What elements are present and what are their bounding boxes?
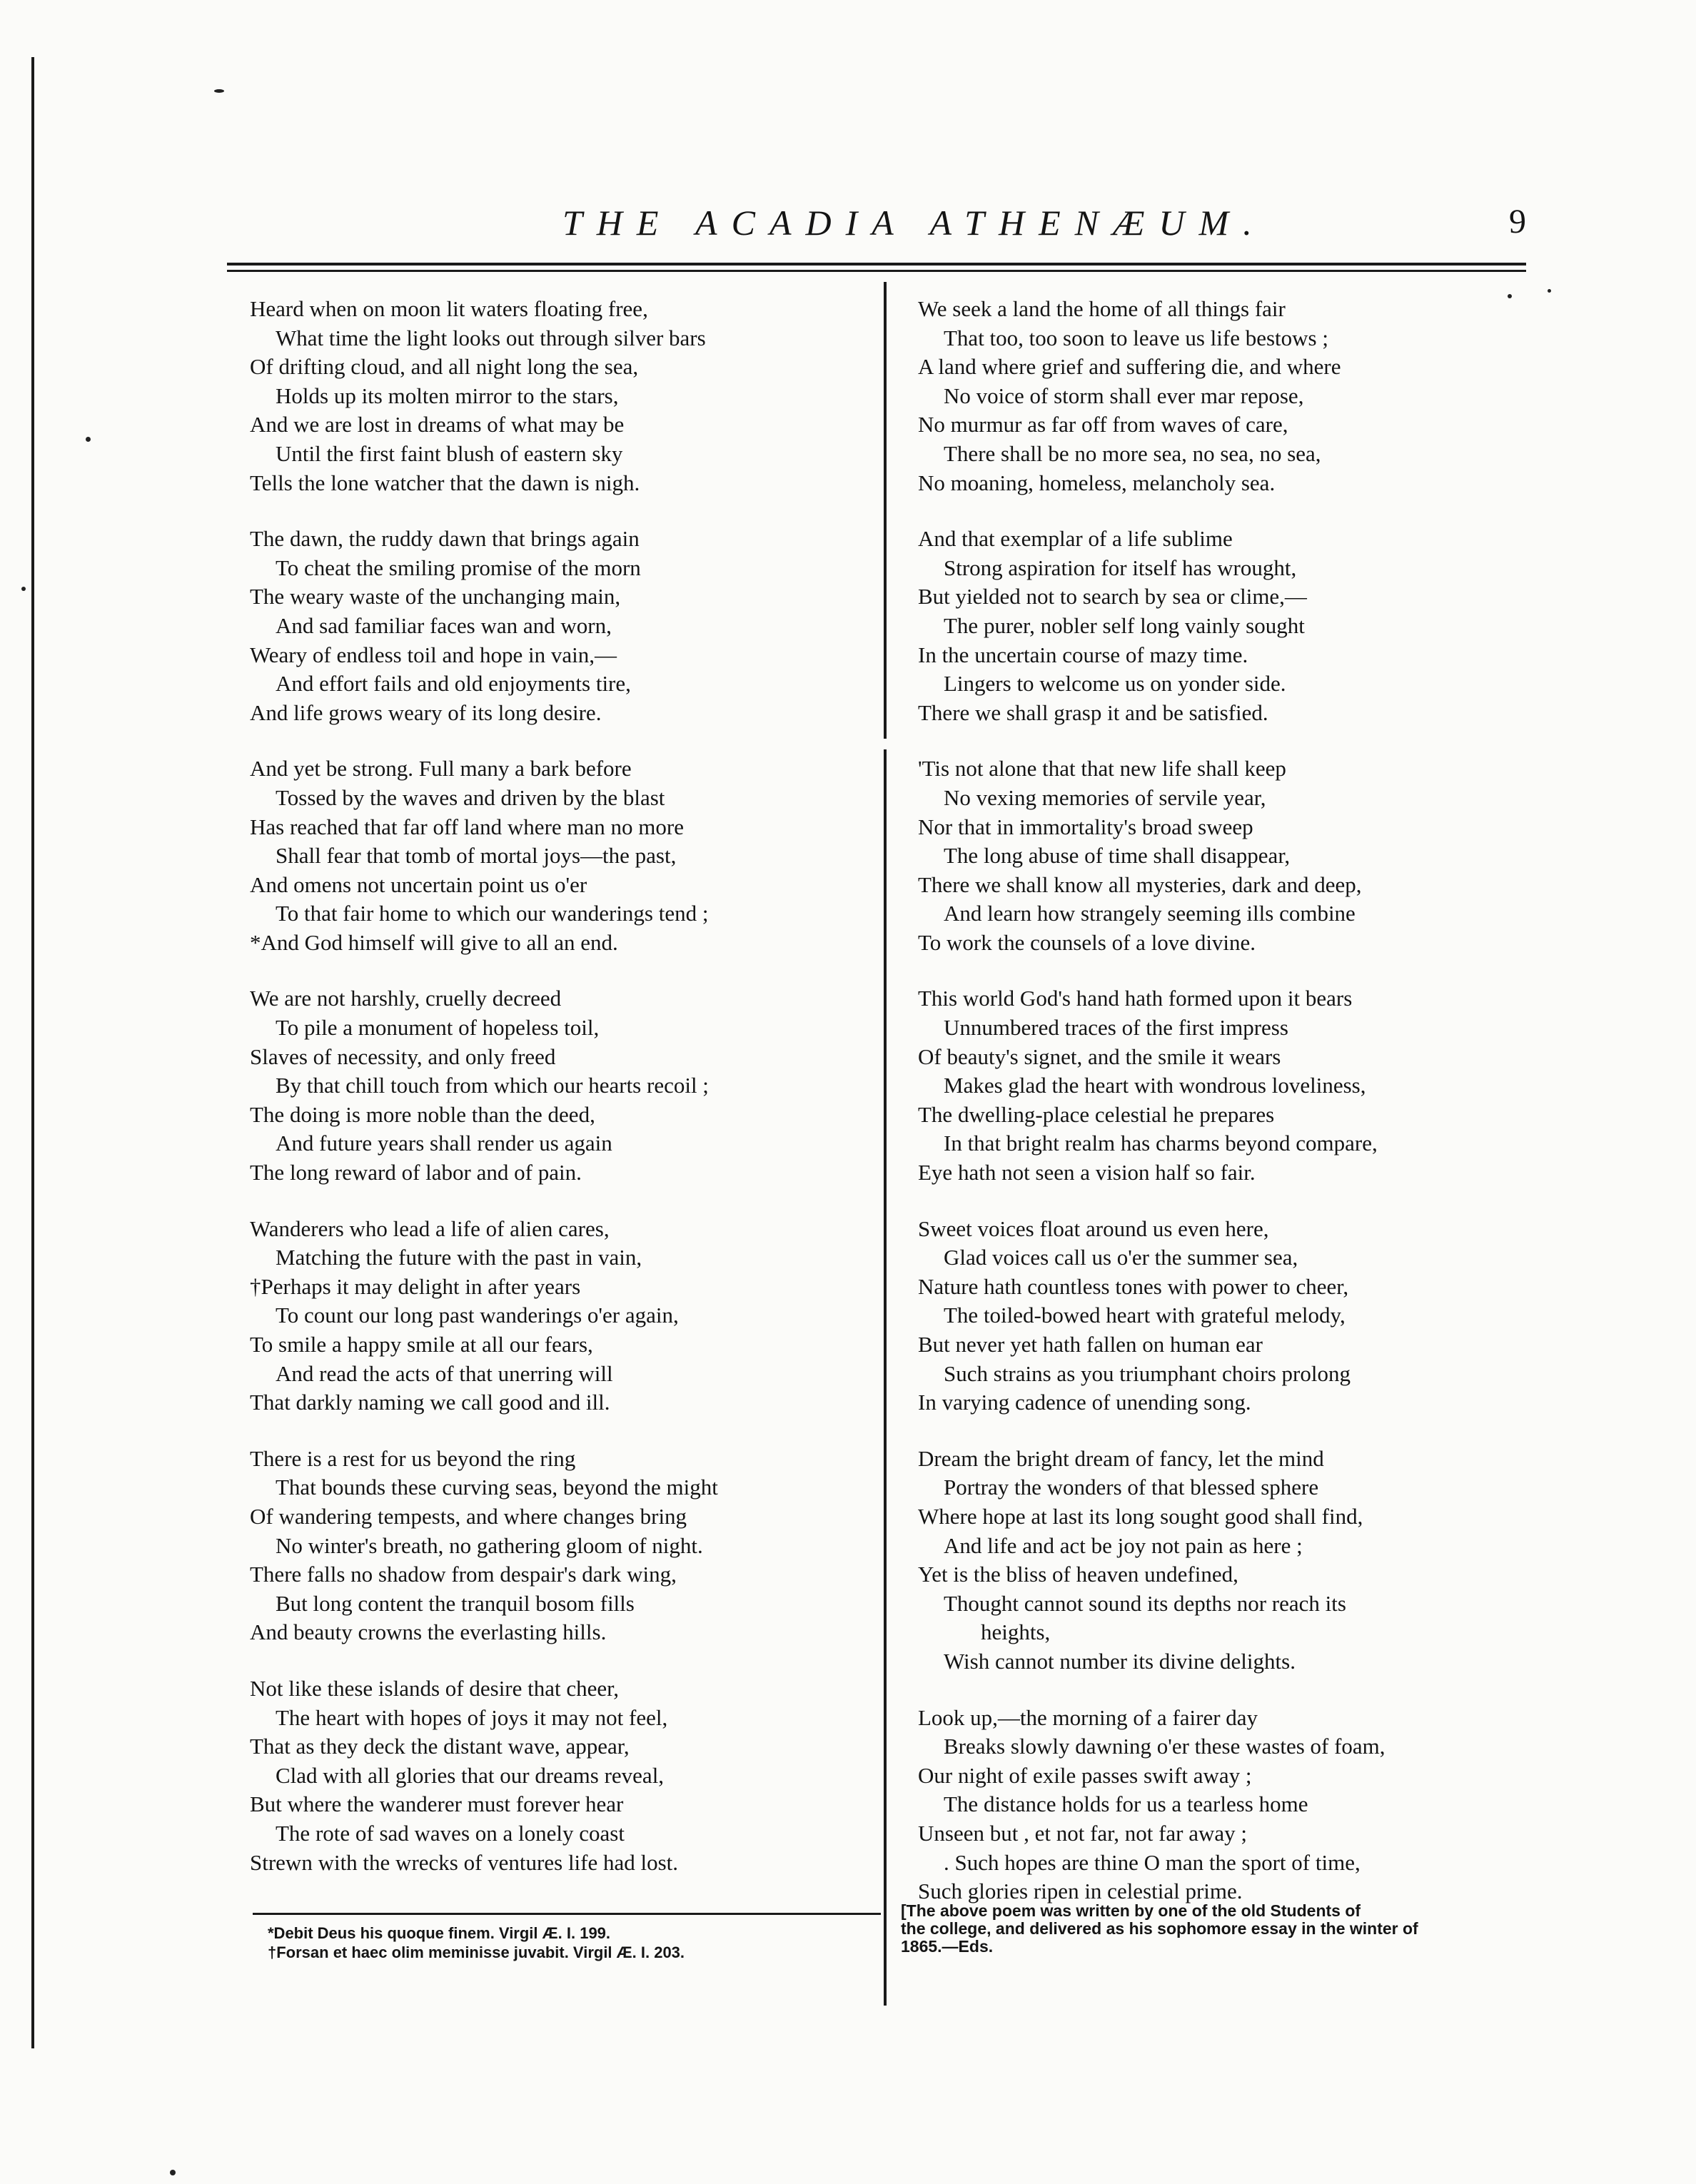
poem-line: There falls no shadow from despair's dark wing, xyxy=(250,1562,677,1587)
poem-line: And omens not uncertain point us o'er xyxy=(250,871,587,897)
poem-line: No vexing memories of servile year, xyxy=(944,784,1266,810)
stanza xyxy=(250,295,878,497)
poem-line: Unseen but , et not far, not far away ; xyxy=(918,1820,1248,1846)
poem-line: The long abuse of time shall disappear, xyxy=(944,843,1291,869)
poem-line: But long content the tranquil bosom fills xyxy=(276,1590,635,1616)
poem-line: And beauty crowns the everlasting hills. xyxy=(250,1619,607,1645)
stanza xyxy=(918,984,1553,1187)
poem-line: Of drifting cloud, and all night long the sea, xyxy=(250,354,639,380)
poem-line: The dawn, the ruddy dawn that brings again xyxy=(250,526,640,552)
poem-line: That bounds these curving seas, beyond the might xyxy=(276,1475,718,1500)
poem-right-column xyxy=(918,295,1553,1933)
editor-note xyxy=(901,1902,1550,1956)
poem-line: Yet is the bliss of heaven undefined, xyxy=(918,1562,1238,1587)
poem-line: The rote of sad waves on a lonely coast xyxy=(276,1820,625,1846)
header-rule-thin xyxy=(227,270,1526,272)
poem-line: In varying cadence of unending song. xyxy=(918,1390,1251,1415)
poem-line: Nor that in immortality's broad sweep xyxy=(918,814,1253,839)
page-header xyxy=(227,196,1526,253)
poem-line: The weary waste of the unchanging main, xyxy=(250,584,621,610)
poem-line: Weary of endless toil and hope in vain,— xyxy=(250,642,617,667)
print-speck xyxy=(170,2170,176,2175)
poem-line: And life grows weary of its long desire. xyxy=(250,699,602,725)
poem-line: Holds up its molten mirror to the stars, xyxy=(276,383,619,408)
poem-line: 'Tis not alone that that new life shall keep xyxy=(918,756,1286,782)
poem-line: Look up,—the morning of a fairer day xyxy=(918,1704,1258,1730)
poem-line: There we shall know all mysteries, dark and deep, xyxy=(918,871,1362,897)
poem-line: But where the wanderer must forever hear xyxy=(250,1791,624,1817)
footnote: *Debit Deus his quoque finem. Virgil Æ. I. 199. xyxy=(268,1924,611,1942)
stanza xyxy=(918,754,1553,957)
poem-line: We seek a land the home of all things fair xyxy=(918,296,1286,321)
poem-line: Strong aspiration for itself has wrought, xyxy=(944,555,1297,580)
poem-line: Breaks slowly dawning o'er these wastes of foam, xyxy=(944,1734,1385,1759)
poem-line: Strewn with the wrecks of ventures life had lost. xyxy=(250,1849,679,1875)
poem-line: Such strains as you triumphant choirs prolong xyxy=(944,1360,1351,1386)
poem-line: But yielded not to search by sea or clime,— xyxy=(918,584,1307,610)
poem-line: The doing is more noble than the deed, xyxy=(250,1101,595,1127)
poem-line: There shall be no more sea, no sea, no sea, xyxy=(944,440,1321,466)
poem-line: That darkly naming we call good and ill. xyxy=(250,1390,610,1415)
editor-note-line: [The above poem was written by one of the old Students of xyxy=(901,1901,1361,1920)
footnote: †Forsan et haec olim meminisse juvabit. Virgil Æ. I. 203. xyxy=(268,1943,685,1961)
journal-title: THE ACADIA ATHENÆUM. xyxy=(562,203,1266,243)
poem-line: Tossed by the waves and driven by the blast xyxy=(276,784,665,810)
stanza xyxy=(918,1445,1553,1677)
poem-line: Sweet voices float around us even here, xyxy=(918,1215,1269,1241)
poem-line: Eye hath not seen a vision half so fair. xyxy=(918,1160,1256,1185)
footnote-rule xyxy=(253,1913,881,1915)
poem-line: Of beauty's signet, and the smile it wears xyxy=(918,1043,1281,1069)
poem-line: The purer, nobler self long vainly sought xyxy=(944,612,1305,638)
poem-line: But never yet hath fallen on human ear xyxy=(918,1332,1263,1357)
poem-line: The dwelling-place celestial he prepares xyxy=(918,1101,1275,1127)
poem-line: What time the light looks out through silver bars xyxy=(276,325,706,350)
poem-line: heights, xyxy=(981,1619,1051,1645)
poem-line: In that bright realm has charms beyond compare, xyxy=(944,1131,1378,1156)
poem-line: The heart with hopes of joys it may not feel, xyxy=(276,1704,668,1730)
poem-line: Makes glad the heart with wondrous loveliness, xyxy=(944,1073,1366,1098)
poem-line: In the uncertain course of mazy time. xyxy=(918,642,1248,667)
editor-note-line: the college, and delivered as his sophomore essay in the winter of xyxy=(901,1919,1418,1938)
poem-line: Shall fear that tomb of mortal joys—the past, xyxy=(276,843,677,869)
print-speck xyxy=(214,89,224,93)
poem-line: A land where grief and suffering die, and where xyxy=(918,354,1341,380)
poem-line: The distance holds for us a tearless home xyxy=(944,1791,1308,1817)
poem-line: And learn how strangely seeming ills combine xyxy=(944,901,1356,926)
poem-line: There we shall grasp it and be satisfied. xyxy=(918,699,1268,725)
poem-line: Thought cannot sound its depths nor reach its xyxy=(944,1590,1346,1616)
poem-line: We are not harshly, cruelly decreed xyxy=(250,986,562,1011)
stanza xyxy=(250,984,878,1187)
column-divider xyxy=(884,749,887,2006)
poem-line: That too, too soon to leave us life bestows ; xyxy=(944,325,1328,350)
poem-line: This world God's hand hath formed upon it bears xyxy=(918,986,1353,1011)
poem-line: And read the acts of that unerring will xyxy=(276,1360,613,1386)
poem-line: The long reward of labor and of pain. xyxy=(250,1160,582,1185)
poem-line: And future years shall render us again xyxy=(276,1131,612,1156)
poem-line: Wanderers who lead a life of alien cares, xyxy=(250,1215,610,1241)
poem-line: There is a rest for us beyond the ring xyxy=(250,1445,576,1471)
stanza xyxy=(250,1674,878,1877)
page-number: 9 xyxy=(1509,203,1526,241)
stanza xyxy=(250,525,878,727)
column-divider xyxy=(884,282,887,739)
poem-line: And we are lost in dreams of what may be xyxy=(250,412,625,438)
poem-line: To count our long past wanderings o'er again, xyxy=(276,1303,679,1328)
header-rule xyxy=(227,263,1526,266)
poem-line: Glad voices call us o'er the summer sea, xyxy=(944,1245,1298,1270)
poem-left-column xyxy=(250,295,878,1904)
footnotes xyxy=(268,1923,882,1962)
stanza xyxy=(918,1215,1553,1417)
poem-line: Has reached that far off land where man no more xyxy=(250,814,684,839)
editor-note-line: 1865.—Eds. xyxy=(901,1937,994,1956)
stanza xyxy=(918,1704,1553,1906)
print-speck xyxy=(86,437,91,442)
stanza xyxy=(918,295,1553,497)
poem-line: Matching the future with the past in vain, xyxy=(276,1245,642,1270)
poem-line: To that fair home to which our wanderings tend ; xyxy=(276,901,709,926)
poem-line: Of wandering tempests, and where changes bring xyxy=(250,1503,687,1529)
poem-line: Not like these islands of desire that cheer, xyxy=(250,1675,619,1701)
poem-line: *And God himself will give to all an end. xyxy=(250,929,618,955)
poem-line: And sad familiar faces wan and worn, xyxy=(276,612,612,638)
poem-line: No winter's breath, no gathering gloom of night. xyxy=(276,1532,703,1558)
stanza xyxy=(250,1215,878,1417)
poem-line: And that exemplar of a life sublime xyxy=(918,526,1233,552)
poem-line: . Such hopes are thine O man the sport of time, xyxy=(944,1849,1361,1875)
poem-line: Heard when on moon lit waters floating free, xyxy=(250,296,648,321)
poem-line: Until the first faint blush of eastern sky xyxy=(276,440,623,466)
poem-line: That as they deck the distant wave, appear, xyxy=(250,1734,630,1759)
poem-line: No moaning, homeless, melancholy sea. xyxy=(918,470,1276,495)
poem-line: To work the counsels of a love divine. xyxy=(918,929,1256,955)
poem-line: Clad with all glories that our dreams reveal, xyxy=(276,1762,665,1788)
print-speck xyxy=(21,587,26,591)
poem-line: By that chill touch from which our hearts recoil ; xyxy=(276,1073,709,1098)
poem-line: And effort fails and old enjoyments tire, xyxy=(276,671,631,697)
poem-line: Dream the bright dream of fancy, let the mind xyxy=(918,1445,1324,1471)
poem-line: Portray the wonders of that blessed sphere xyxy=(944,1475,1319,1500)
stanza xyxy=(918,525,1553,727)
poem-line: To pile a monument of hopeless toil, xyxy=(276,1015,600,1041)
poem-line: To smile a happy smile at all our fears, xyxy=(250,1332,593,1357)
poem-line: Slaves of necessity, and only freed xyxy=(250,1043,556,1069)
poem-line: Wish cannot number its divine delights. xyxy=(944,1648,1296,1674)
poem-line: No murmur as far off from waves of care, xyxy=(918,412,1288,438)
stanza xyxy=(250,1445,878,1647)
poem-line: Our night of exile passes swift away ; xyxy=(918,1762,1252,1788)
poem-line: Tells the lone watcher that the dawn is nigh. xyxy=(250,470,640,495)
poem-line: Unnumbered traces of the first impress xyxy=(944,1015,1288,1041)
poem-line: And life and act be joy not pain as here ; xyxy=(944,1532,1303,1558)
poem-line: The toiled-bowed heart with grateful melody, xyxy=(944,1303,1346,1328)
print-speck xyxy=(1548,289,1551,293)
poem-line: Nature hath countless tones with power to cheer, xyxy=(918,1273,1349,1299)
stanza xyxy=(250,754,878,957)
poem-line: Such glories ripen in celestial prime. xyxy=(918,1879,1243,1904)
poem-line: †Perhaps it may delight in after years xyxy=(250,1273,581,1299)
poem-line: To cheat the smiling promise of the morn xyxy=(276,555,641,580)
poem-line: And yet be strong. Full many a bark before xyxy=(250,756,632,782)
poem-line: Lingers to welcome us on yonder side. xyxy=(944,671,1286,697)
poem-line: No voice of storm shall ever mar repose, xyxy=(944,383,1304,408)
poem-line: Where hope at last its long sought good shall find, xyxy=(918,1503,1363,1529)
left-margin-rule xyxy=(31,57,34,2048)
